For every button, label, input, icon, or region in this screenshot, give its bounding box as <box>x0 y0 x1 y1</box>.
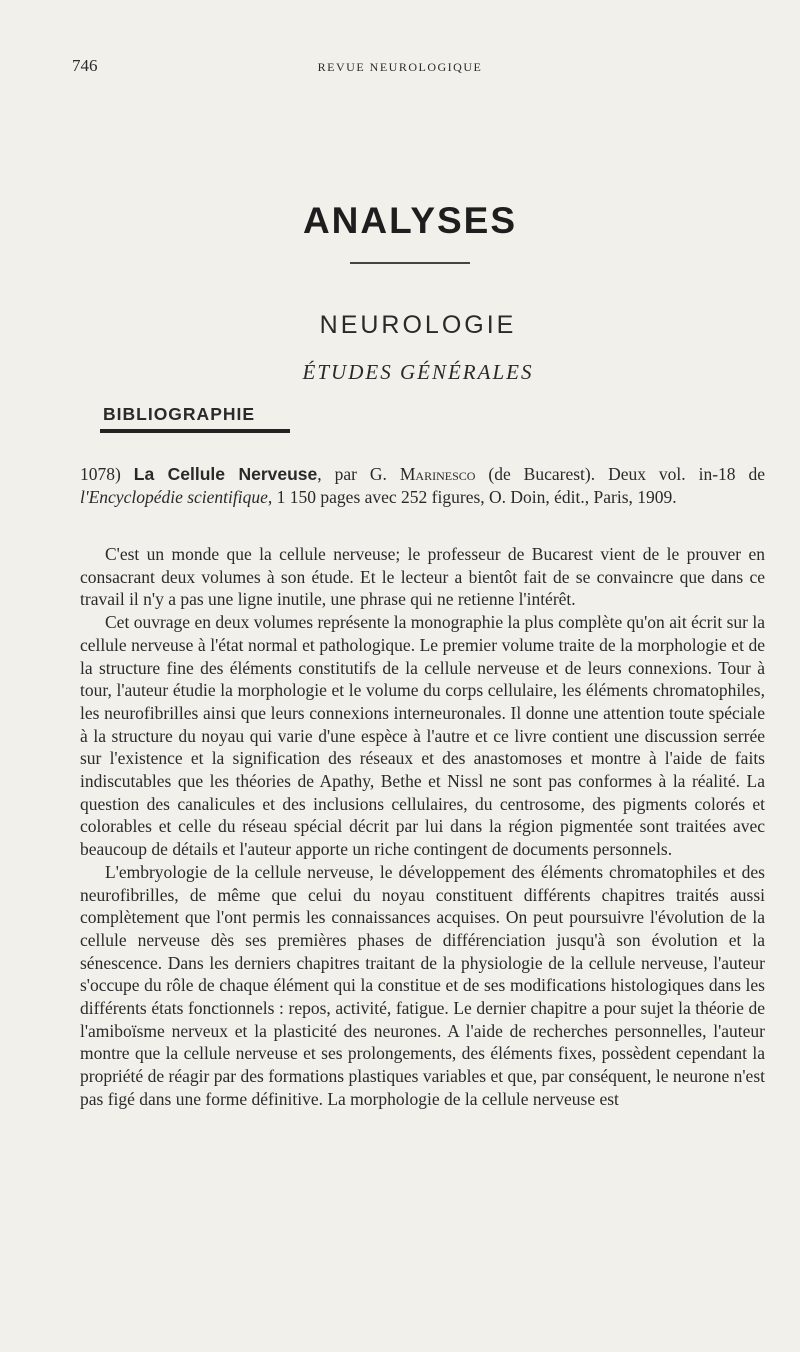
entry-details: (de Bucarest). Deux vol. in-18 de <box>488 464 766 484</box>
paragraph: C'est un monde que la cellule nerveuse; le professeur de Bucarest vient de le prouver en consacrant deux volumes à son étude. Et le lecteur a bientôt fait de se convaincre que dans ce travail il n'y a pas une ligne inutile, une phrase qui ne retienne l'intérêt. <box>80 544 765 610</box>
page-number: 746 <box>72 56 98 75</box>
bibliography-rule <box>100 429 290 433</box>
entry-title: La Cellule Nerveuse <box>133 464 318 484</box>
running-head: REVUE NEUROLOGIQUE <box>317 60 483 74</box>
main-title: ANALYSES <box>302 200 518 241</box>
bibliography-entry <box>80 463 765 509</box>
review-body <box>80 543 765 1111</box>
bibliography-heading: BIBLIOGRAPHIE <box>103 404 256 424</box>
entry-author: Marinesco <box>399 464 476 484</box>
title-rule <box>350 262 470 264</box>
section-title: NEUROLOGIE <box>319 311 517 339</box>
entry-number: 1078) <box>80 464 121 484</box>
entry-by: , par G. <box>317 464 387 484</box>
entry-publication: , 1 150 pages avec 252 figures, O. Doin, édit., Paris, 1909. <box>267 487 677 507</box>
subsection-title: ÉTUDES GÉNÉRALES <box>302 360 534 384</box>
entry-series: l'Encyclopédie scientifique <box>80 487 268 507</box>
paragraph: Cet ouvrage en deux volumes représente la monographie la plus complète qu'on ait écrit sur la cellule nerveuse à l'état normal et pathologique. Le premier volume traite de la morphologie et de la structure fine des éléments constitutifs de la cellule nerveuse et de leurs connexions. Tour à tour, l'auteur étudie la morphologie et le volume du corps cellulaire, les éléments chromatophiles, les neurofibrilles ainsi que leurs connexions interneuronales. Il donne une attention toute spéciale à la structure du noyau qui varie d'une espèce à l'autre et ce livre contient une discussion serrée sur l'existence et la signification des réseaux et des anastomoses et montre à l'aide de faits indiscutables que les théories de Apathy, Bethe et Nissl ne sont pas conformes à la réalité. La question des canalicules et des inclusions cellulaires, du centrosome, des pigments colorés et colorables et celle du réseau spécial décrit par lui dans la région pigmentée sont traitées avec beaucoup de détails et l'auteur apporte un riche contingent de documents personnels. <box>80 612 765 860</box>
paragraph: L'embryologie de la cellule nerveuse, le développement des éléments chromatophiles et des neurofibrilles, de même que celui du noyau constituent différents chapitres traités aussi complètement que l'ont permis les connaissances acquises. On peut poursuivre l'évolution de la cellule nerveuse dès ses premières phases de différenciation jusqu'à son évolution et la sénescence. Dans les derniers chapitres traitant de la physiologie de la cellule nerveuse, l'auteur s'occupe du rôle de chaque élément qui la constitue et de ses modifications histologiques dans les différents états fonctionnels : repos, activité, fatigue. Le dernier chapitre a pour sujet la théorie de l'amiboïsme nerveux et la plasticité des neurones. A l'aide de recherches personnelles, l'auteur montre que la cellule nerveuse et ses prolongements, des éléments fixes, possèdent cependant la propriété de réagir par des formations plastiques variables et que, par conséquent, le neurone n'est pas figé dans une forme définitive. La morphologie de la cellule nerveuse est <box>80 861 765 1109</box>
